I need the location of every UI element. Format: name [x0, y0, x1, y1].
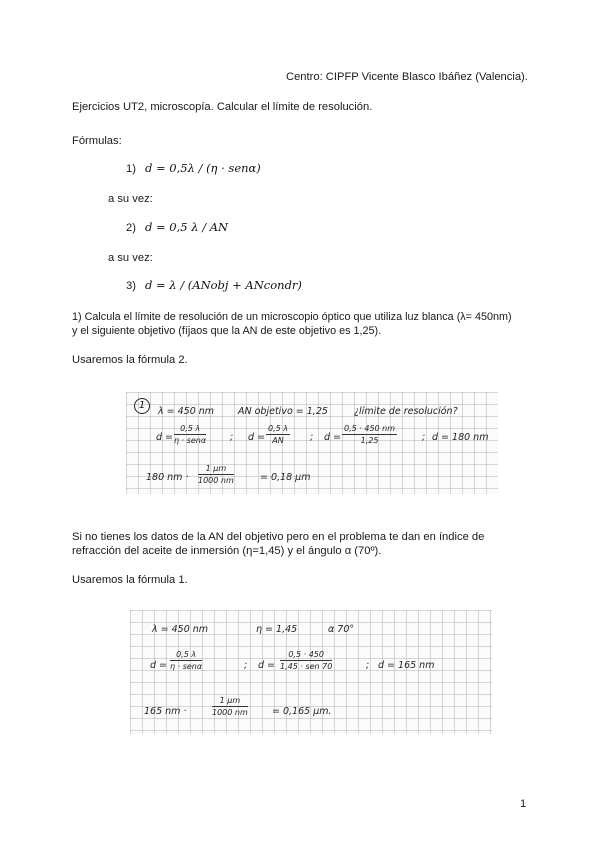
- hw2-f2-den: 1,45 · sen 70: [280, 662, 333, 671]
- hw2-sep-2: ;: [366, 660, 370, 671]
- hw1-conv-num: 1 μm: [198, 464, 234, 475]
- hw1-d1: d =: [156, 432, 174, 443]
- hw1-conv-den: 1000 nm: [198, 476, 234, 485]
- hw1-sep-2: ;: [310, 432, 314, 443]
- handwritten-solution-1: [126, 392, 498, 494]
- hw2-lambda: λ = 450 nm: [152, 624, 209, 635]
- handwritten-solution-2: [130, 610, 492, 734]
- hw1-f1-den: η · senα: [174, 436, 207, 445]
- hw1-result: d = 180 nm: [432, 432, 489, 443]
- hw1-sep-3: ;: [422, 432, 426, 443]
- hw2-alpha: α 70°: [328, 624, 355, 635]
- hw2-conversion-fraction: [212, 696, 248, 717]
- hw1-f3-num: 0,5 · 450 nm: [344, 424, 396, 433]
- formula-1-number: 1): [126, 163, 136, 175]
- hw2-conversion-a: 165 nm ·: [144, 706, 187, 717]
- hw1-f2-num: 0,5 λ: [268, 424, 288, 433]
- page-number: 1: [520, 798, 527, 810]
- hw2-d1: d =: [150, 660, 168, 671]
- hw1-sep-1: ;: [230, 432, 234, 443]
- exercise-2-line-2: refracción del aceite de inmersión (η=1,45) y el ángulo α (70º).: [72, 545, 382, 557]
- hw2-f1-den: η · senα: [170, 662, 203, 671]
- header-center: Centro: CIPFP Vicente Blasco Ibáñez (Valencia).: [286, 71, 528, 83]
- hw1-question: ¿límite de resolución?: [354, 406, 458, 417]
- hw2-eta: η = 1,45: [256, 624, 298, 635]
- hw2-fraction-2: [280, 650, 332, 671]
- formulas-label: Fórmulas:: [72, 135, 122, 147]
- formula-2-number: 2): [126, 222, 136, 234]
- hw2-result: d = 165 nm: [378, 660, 435, 671]
- exercise-2-line-1: Si no tienes los datos de la AN del objetivo pero en el problema te dan en índice de: [72, 531, 485, 543]
- hw2-f1-num: 0,5 λ: [170, 650, 202, 661]
- exercise-number-circle: 1: [134, 398, 150, 414]
- exercise-title: Ejercicios UT2, microscopía. Calcular el límite de resolución.: [72, 101, 373, 113]
- hw1-fraction-1: [174, 424, 206, 445]
- hw1-an: AN objetivo = 1,25: [238, 406, 328, 417]
- formula-3-number: 3): [126, 280, 136, 292]
- exercise-1-line-1: 1) Calcula el límite de resolución de un microscopio óptico que utiliza luz blanca (λ= 450nm): [72, 311, 512, 323]
- hw1-lambda: λ = 450 nm: [158, 406, 215, 417]
- hw1-d2: d =: [248, 432, 266, 443]
- formula-2: d = 0,5 λ / AN: [145, 220, 229, 234]
- hw2-conversion-result: = 0,165 μm.: [272, 706, 332, 717]
- exercise-1-method: Usaremos la fórmula 2.: [72, 354, 188, 366]
- hw1-fraction-2: [266, 424, 290, 445]
- exercise-1-line-2: y el siguiente objetivo (fíjaos que la AN de este objetivo es 1,25).: [72, 325, 382, 337]
- hw2-f2-num: 0,5 · 450: [280, 650, 332, 661]
- hw1-f2-den: AN: [272, 436, 284, 445]
- hw1-conversion-fraction: [198, 464, 234, 485]
- su-vez-label-2: a su vez:: [108, 252, 153, 264]
- hw2-conv-num: 1 μm: [212, 696, 248, 707]
- exercise-2-method: Usaremos la fórmula 1.: [72, 574, 188, 586]
- hw1-f1-num: 0,5 λ: [174, 424, 206, 435]
- hw2-conv-den: 1000 nm: [212, 708, 248, 717]
- su-vez-label-1: a su vez:: [108, 193, 153, 205]
- hw1-d3: d =: [324, 432, 342, 443]
- hw2-fraction-1: [170, 650, 202, 671]
- hw1-fraction-3: [342, 424, 397, 445]
- formula-3: d = λ / (ANobj + ANcondr): [145, 278, 302, 292]
- hw2-d2: d =: [258, 660, 276, 671]
- hw1-conversion-a: 180 nm ·: [146, 472, 189, 483]
- formula-1: d = 0,5λ / (η · senα): [145, 161, 261, 175]
- hw1-f3-den: 1,25: [360, 436, 379, 445]
- hw1-conversion-result: = 0,18 μm: [260, 472, 311, 483]
- hw2-sep-1: ;: [244, 660, 248, 671]
